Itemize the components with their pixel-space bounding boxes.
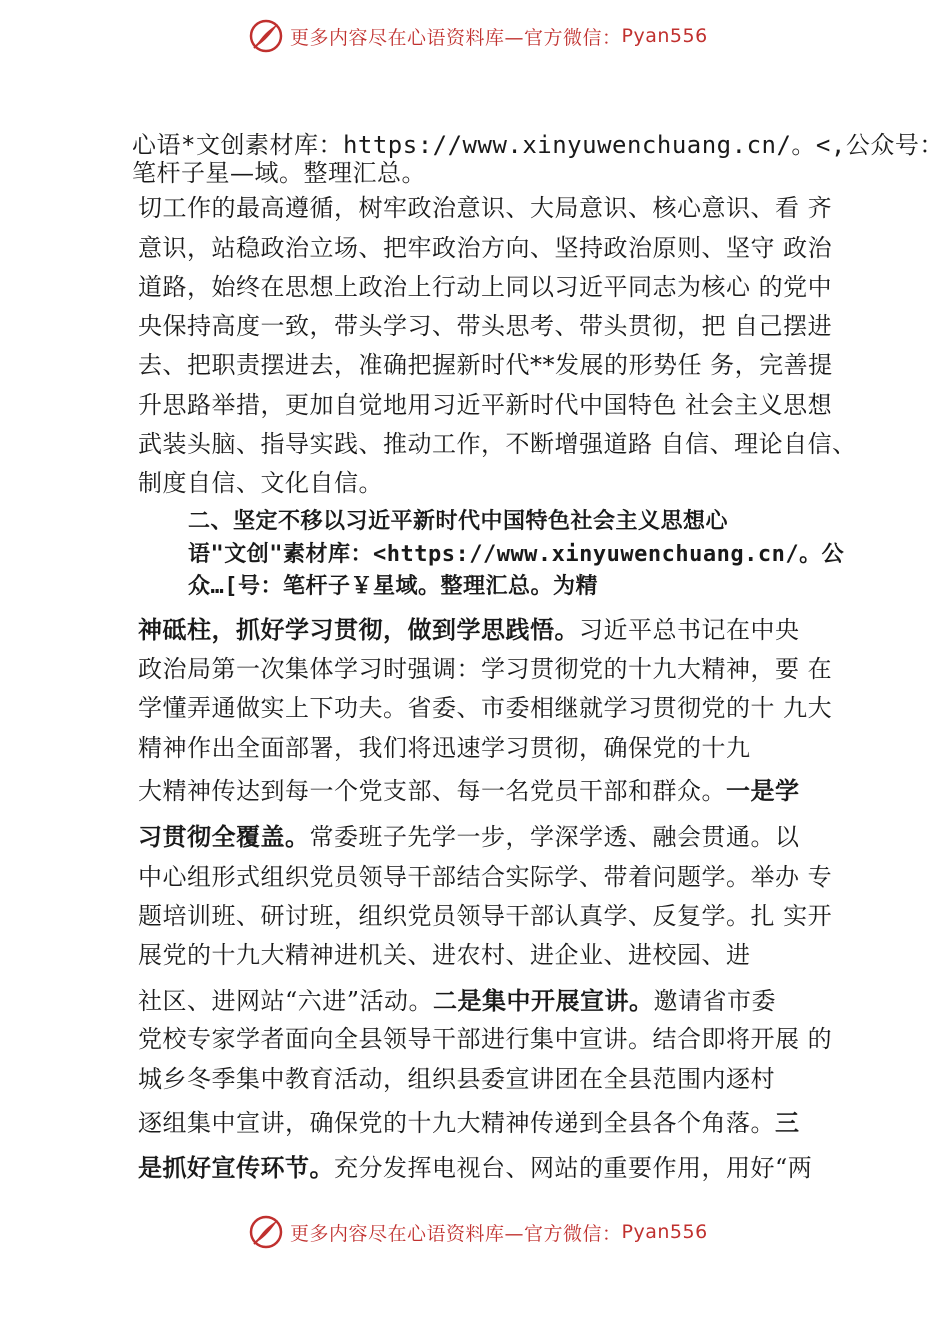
text-line: 题培训班、研讨班，组织党员领导干部认真学、反复学。扎 实开 (138, 902, 833, 930)
wechat-id: Pyan556 (621, 25, 708, 47)
text-line: 武装头脑、指导实践、推动工作，不断增强道路 自信、理论自信、 (138, 430, 857, 458)
wechat-id: Pyan556 (621, 1221, 708, 1243)
text-line: 神砥柱，抓好学习贯彻，做到学思践悟。习近平总书记在中央 (138, 615, 800, 644)
text-line: 切工作的最高遵循，树牢政治意识、大局意识、核心意识、看 齐 (138, 194, 833, 222)
text-line: 展党的十九大精神进机关、进农村、进企业、进校园、进 (138, 941, 751, 969)
section-heading: 众…[号：笔杆子￥星域。整理汇总。为精 (188, 574, 598, 599)
text-line: 习贯彻全覆盖。常委班子先学一步，学深学透、融会贯通。以 (138, 823, 800, 851)
text-line: 逐组集中宣讲，确保党的十九大精神传递到全县各个角落。三 (138, 1109, 800, 1137)
text-line: 升思路举措，更加自觉地用习近平新时代中国特色 社会主义思想 (138, 391, 833, 419)
feather-pen-logo-icon (248, 18, 284, 54)
feather-pen-logo-icon (248, 1214, 284, 1250)
text-line: 心语*文创素材库：https://www.xinyuwenchuang.cn/。<,公众号： (132, 131, 944, 159)
section-heading: 二、坚定不移以习近平新时代中国特色社会主义思想心 (188, 509, 729, 534)
section-heading: 语"文创"素材库：<https://www.xinyuwenchuang.cn/。公 (188, 542, 845, 567)
text-line: 社区、进网站“六进”活动。二是集中开展宣讲。邀请省市委 (138, 987, 777, 1015)
text-line: 道路，始终在思想上政治上行动上同以习近平同志为核心 的党中 (138, 273, 833, 301)
text-line: 笔杆子星—域。整理汇总。 (132, 159, 426, 187)
footer-banner (248, 1212, 708, 1252)
text-line: 精神作出全面部署，我们将迅速学习贯彻，确保党的十九 (138, 734, 751, 762)
text-line: 制度自信、文化自信。 (138, 469, 383, 497)
banner-text: 更多内容尽在心语资料库—官方微信： (290, 26, 622, 49)
text-line: 大精神传达到每一个党支部、每一名党员干部和群众。一是学 (138, 777, 800, 805)
text-line: 党校专家学者面向全县领导干部进行集中宣讲。结合即将开展 的 (138, 1025, 833, 1053)
text-line: 是抓好宣传环节。充分发挥电视台、网站的重要作用，用好“两 (138, 1154, 813, 1182)
text-line: 学懂弄通做实上下功夫。省委、市委相继就学习贯彻党的十 九大 (138, 694, 833, 722)
text-line: 央保持高度一致，带头学习、带头思考、带头贯彻，把 自己摆进 (138, 312, 833, 340)
text-line: 政治局第一次集体学习时强调：学习贯彻党的十九大精神，要 在 (138, 655, 833, 683)
header-banner (248, 16, 708, 56)
text-line: 中心组形式组织党员领导干部结合实际学、带着问题学。举办 专 (138, 863, 833, 891)
banner-text: 更多内容尽在心语资料库—官方微信： (290, 1222, 622, 1245)
text-line: 去、把职责摆进去，准确把握新时代**发展的形势任 务，完善提 (138, 351, 833, 379)
text-line: 城乡冬季集中教育活动，组织县委宣讲团在全县范围内逐村 (138, 1065, 775, 1093)
text-line: 意识，站稳政治立场、把牢政治方向、坚持政治原则、坚守 政治 (138, 234, 833, 262)
